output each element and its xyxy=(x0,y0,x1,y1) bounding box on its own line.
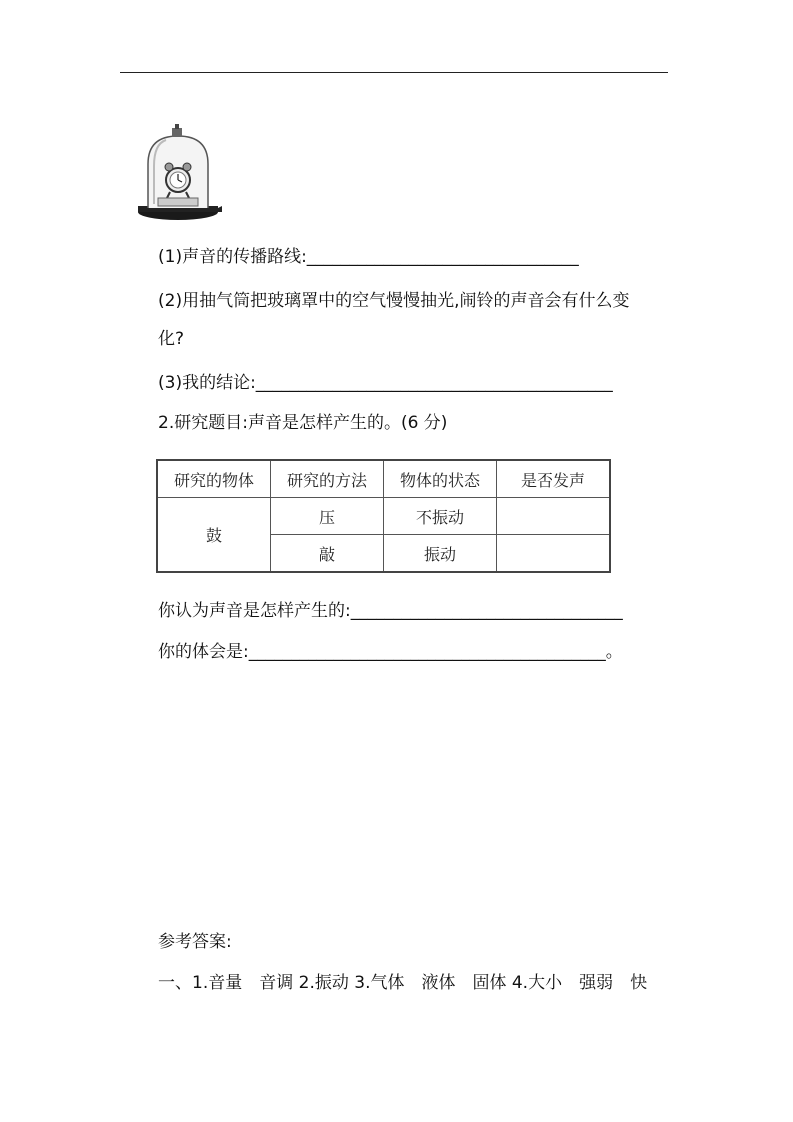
header-rule xyxy=(120,72,668,73)
q2-title: 2.研究题目:声音是怎样产生的。(6 分) xyxy=(158,413,448,433)
table-cell-state: 不振动 xyxy=(384,498,497,535)
table-cell-sound xyxy=(497,535,611,573)
bell-jar-alarm-clock-figure xyxy=(136,124,222,224)
q1-part1: (1)声音的传播路线:________________________________ xyxy=(158,247,579,267)
table-cell-method: 压 xyxy=(271,498,384,535)
table-cell-object: 鼓 xyxy=(157,498,271,573)
table-header-method: 研究的方法 xyxy=(271,460,384,498)
q1-part2-line2: 化? xyxy=(158,329,185,349)
q2-answer2: 你的体会是:__________________________________________。 xyxy=(158,642,623,662)
table-header-sound: 是否发声 xyxy=(497,460,611,498)
table-header-object: 研究的物体 xyxy=(157,460,271,498)
table-cell-method: 敲 xyxy=(271,535,384,573)
table-cell-sound xyxy=(497,498,611,535)
answers-line1: 一、1.音量 音调 2.振动 3.气体 液体 固体 4.大小 强弱 快 xyxy=(158,973,648,993)
experiment-table xyxy=(156,459,611,573)
q1-part3: (3)我的结论:__________________________________________ xyxy=(158,373,613,393)
q2-answer1: 你认为声音是怎样产生的:________________________________ xyxy=(158,601,623,621)
table-cell-state: 振动 xyxy=(384,535,497,573)
answers-heading: 参考答案: xyxy=(158,932,232,952)
q1-part2-line1: (2)用抽气筒把玻璃罩中的空气慢慢抽光,闹铃的声音会有什么变 xyxy=(158,291,630,311)
table-header-state: 物体的状态 xyxy=(384,460,497,498)
